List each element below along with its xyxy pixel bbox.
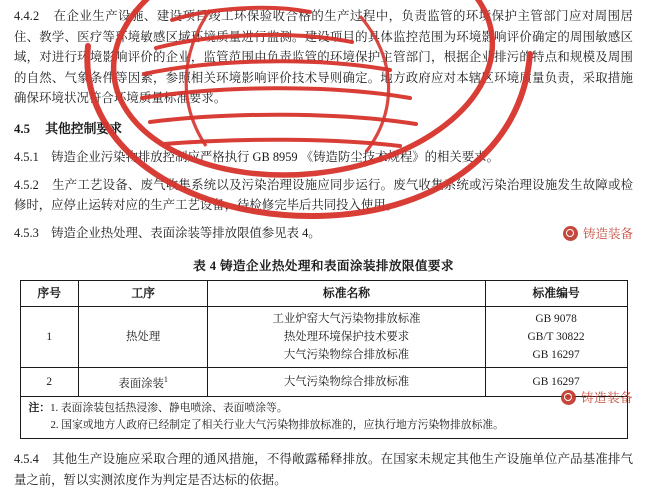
standard-code: GB 16297: [532, 349, 580, 362]
paragraph-4-5-2: [14, 175, 633, 216]
process-label: 表面涂装: [118, 378, 164, 391]
paragraph-4-5-4: [14, 449, 633, 490]
column-header-standard-code: 标准编号: [485, 281, 627, 307]
note-label: 注：: [28, 402, 51, 415]
cell-standard-names: 大气污染物综合排放标准: [208, 368, 485, 397]
paragraph-4-5-3: [14, 223, 633, 244]
cell-process: [78, 368, 207, 397]
table-row: [20, 307, 627, 368]
paragraph-number: 4.5.1: [14, 149, 39, 164]
column-header-no: 序号: [20, 281, 78, 307]
section-heading-4-5: [14, 119, 633, 139]
section-title: 其他控制要求: [45, 121, 122, 136]
paragraph-4-5-1: [14, 147, 633, 168]
paragraph-text: 生产工艺设备、废气收集系统以及污染治理设施应同步运行。废气收集系统或污染治理设施发生故障或检修时，应停止运转对应的生产工艺设备，待检修完毕后共同投入使用。: [14, 177, 633, 213]
table-row: [20, 368, 627, 397]
paragraph-number: 4.4.2: [14, 9, 40, 23]
note-line-2: 2. 国家或地方人政府已经制定了相关行业大气污染物排放标准的，应执行地方污染物排放标准。: [50, 419, 504, 432]
section-number: 4.5: [14, 121, 30, 136]
paragraph-text: 其他生产设施应采取合理的通风措施，不得敞露稀释排放。在国家未规定其他生产设施单位产品基准排气量之前，暂以实测浓度作为判定是否达标的依据。: [14, 452, 633, 487]
column-header-process: 工序: [78, 281, 207, 307]
column-header-standard-name: 标准名称: [208, 281, 485, 307]
note-line-1: 1. 表面涂装包括热浸渗、静电喷涂、表面喷涂等。: [50, 402, 288, 415]
paragraph-text: 铸造企业污染物排放控制应严格执行 GB 8959 《铸造防尘技术规程》的相关要求。: [51, 149, 499, 164]
standard-name: 热处理环境保护技术要求: [283, 331, 410, 344]
emission-limits-table: [20, 280, 628, 397]
standard-name: 工业炉窑大气污染物排放标准: [272, 313, 421, 326]
table-header-row: [20, 281, 627, 307]
cell-standard-codes: [485, 307, 627, 368]
cell-standard-codes: GB 16297: [485, 368, 627, 397]
standard-code: GB 9078: [535, 313, 577, 326]
table-note: [20, 397, 628, 439]
paragraph-4-4-2: [14, 6, 633, 109]
watermark-label: 铸造装备: [582, 227, 633, 241]
paragraph-text: 在企业生产设施、建设项目竣工环保验收合格的生产过程中，负责监管的环境保护主管部门应对周围居住、教学、医疗等环境敏感区域环境质量进行监测。建设项目的具体监控范围为环境影响评价确定的周围敏感区域，对进行环境影响评价的企业，监管范围由负责监管的环境保护主管部门，根据企业排污的特点和规模及周围的自然、气象条件等因素，参照相关环境影响评价技术导则确定。地方政府应对本辖区环境质量负责，采取措施确保环境状况符合环境质量标准要求。: [14, 9, 634, 106]
table-caption: 表 4 铸造企业热处理和表面涂装排放限值要求: [193, 259, 454, 274]
paragraph-number: 4.5.4: [14, 452, 39, 467]
paragraph-text: 铸造企业热处理、表面涂装等排放限值参见表 4。: [51, 225, 321, 240]
cell-process: 热处理: [78, 307, 207, 368]
standard-name: 大气污染物综合排放标准: [283, 349, 410, 362]
paragraph-number: 4.5.3: [14, 225, 39, 240]
watermark-label: 铸造装备: [580, 391, 633, 405]
standard-code: GB/T 30822: [527, 331, 585, 344]
cell-standard-names: [208, 307, 485, 368]
footnote-marker: 1: [163, 375, 168, 385]
cell-row-no: 1: [20, 307, 78, 368]
paragraph-number: 4.5.2: [14, 177, 39, 192]
cell-row-no: 2: [20, 368, 78, 397]
